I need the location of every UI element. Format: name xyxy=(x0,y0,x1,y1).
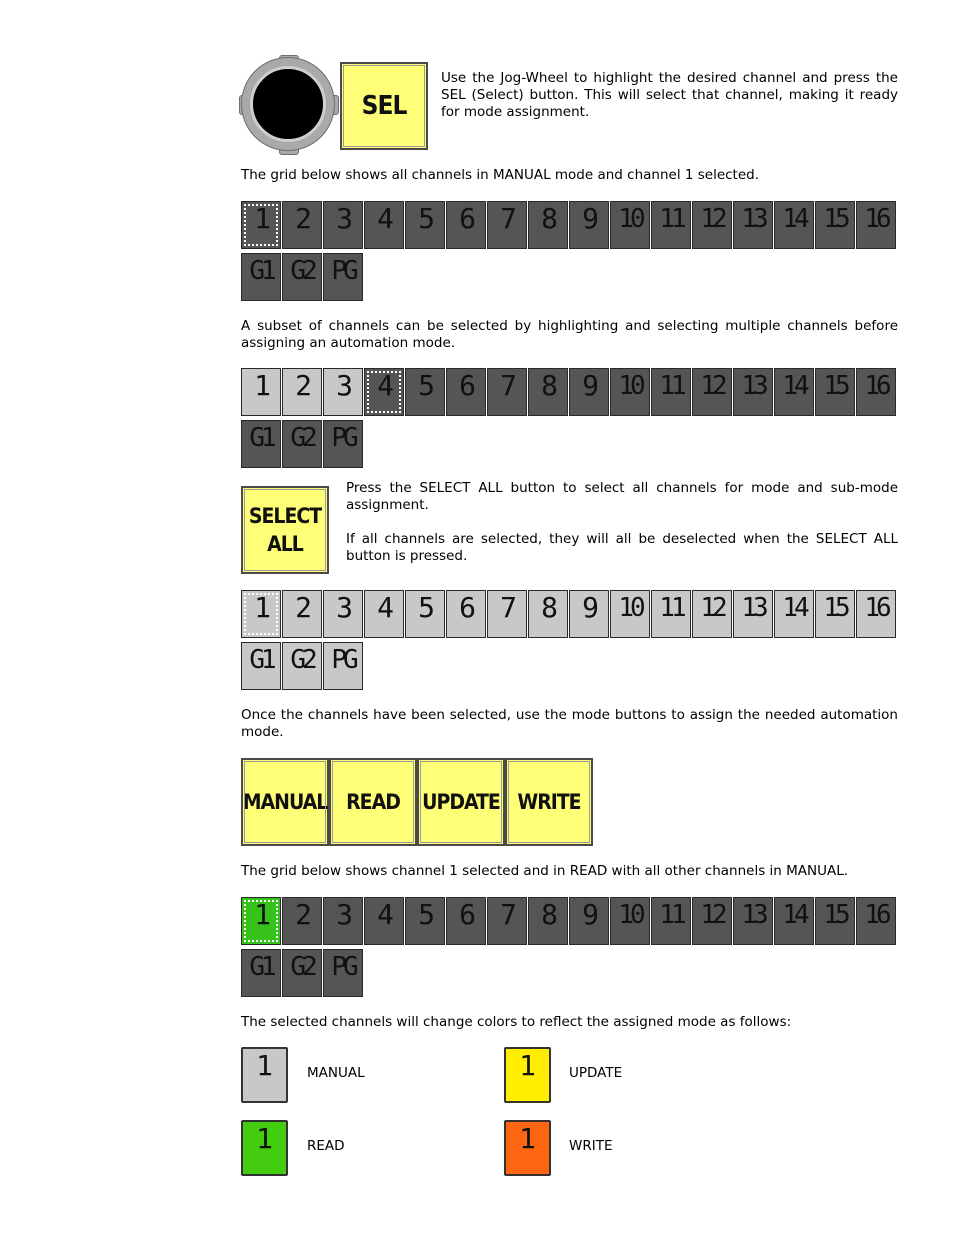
legend-tile-update-number: 1 xyxy=(519,1049,536,1082)
channel-cell-label-5: 5 xyxy=(418,591,432,624)
channel-cell-6[interactable] xyxy=(446,368,486,416)
channel-cell-7[interactable] xyxy=(487,201,527,249)
channel-cell-label-9: 9 xyxy=(582,202,596,235)
write-mode-button[interactable] xyxy=(505,758,593,846)
channel-cell-label-15: 15 xyxy=(823,593,847,623)
channel-cell-4[interactable] xyxy=(364,201,404,249)
channel-cell-9[interactable] xyxy=(569,368,609,416)
channel-cell-13[interactable] xyxy=(733,897,773,945)
legend-tile-update xyxy=(504,1047,551,1103)
channel-cell-8[interactable] xyxy=(528,368,568,416)
write-mode-label: WRITE xyxy=(517,790,581,814)
channel-cell-2[interactable] xyxy=(282,897,322,945)
channel-cell-label-16: 16 xyxy=(864,204,888,234)
channel-cell-1[interactable] xyxy=(241,897,281,945)
channel-cell-3[interactable] xyxy=(323,368,363,416)
legend-caption: The selected channels will change colors to reflect the assigned mode as follows: xyxy=(241,1014,792,1030)
channel-cell-label-16: 16 xyxy=(864,371,888,401)
update-mode-label: UPDATE xyxy=(422,790,500,814)
manual-mode-button[interactable] xyxy=(241,758,329,846)
channel-cell-label-3: 3 xyxy=(336,898,350,931)
channel-cell-label-7: 7 xyxy=(500,369,514,402)
channel-cell-3[interactable] xyxy=(323,201,363,249)
channel-cell-label-13: 13 xyxy=(741,371,765,401)
channel-cell-5[interactable] xyxy=(405,368,445,416)
legend-tile-manual-number: 1 xyxy=(256,1049,273,1082)
channel-cell-1[interactable] xyxy=(241,368,281,416)
channel-cell-6[interactable] xyxy=(446,201,486,249)
channel-cell-label-9: 9 xyxy=(582,369,596,402)
channel-cell-12[interactable] xyxy=(692,897,732,945)
channel-cell-label-12: 12 xyxy=(700,204,724,234)
channel-cell-7[interactable] xyxy=(487,368,527,416)
channel-cell-7[interactable] xyxy=(487,590,527,638)
sel-button-label: SEL xyxy=(361,91,407,121)
legend-tile-read-number: 1 xyxy=(256,1122,273,1155)
channel-cell-label-16: 16 xyxy=(864,900,888,930)
intro-text: Use the Jog-Wheel to highlight the desired channel and press the SEL (Select) button. This will select that channel, making it ready for mode assignment. xyxy=(441,70,898,120)
channel-cell-label-8: 8 xyxy=(541,202,555,235)
group-cell-g1[interactable] xyxy=(241,253,281,301)
channel-cell-5[interactable] xyxy=(405,897,445,945)
group-cell-label-pg: PG xyxy=(331,645,355,675)
channel-cell-label-5: 5 xyxy=(418,898,432,931)
channel-cell-label-16: 16 xyxy=(864,593,888,623)
group-cell-g2[interactable] xyxy=(282,420,322,468)
legend-label-update: UPDATE xyxy=(569,1065,623,1081)
channel-cell-label-11: 11 xyxy=(659,593,683,623)
channel-cell-label-8: 8 xyxy=(541,898,555,931)
channel-cell-4[interactable] xyxy=(364,368,404,416)
channel-cell-label-13: 13 xyxy=(741,593,765,623)
group-cell-label-g2: G2 xyxy=(290,423,314,453)
channel-cell-label-3: 3 xyxy=(336,202,350,235)
channel-cell-label-4: 4 xyxy=(377,202,391,235)
legend-label-manual: MANUAL xyxy=(307,1065,365,1081)
select-all-label-line2: ALL xyxy=(267,532,303,556)
channel-cell-label-2: 2 xyxy=(295,898,309,931)
channel-cell-10[interactable] xyxy=(610,368,650,416)
channel-cell-label-13: 13 xyxy=(741,900,765,930)
channel-cell-15[interactable] xyxy=(815,590,855,638)
channel-cell-label-11: 11 xyxy=(659,900,683,930)
channel-cell-label-3: 3 xyxy=(336,591,350,624)
read-mode-label: READ xyxy=(346,790,400,814)
channel-cell-label-2: 2 xyxy=(295,591,309,624)
group-cell-g1[interactable] xyxy=(241,420,281,468)
channel-cell-label-7: 7 xyxy=(500,898,514,931)
channel-cell-label-9: 9 xyxy=(582,591,596,624)
legend-label-write: WRITE xyxy=(569,1138,613,1154)
channel-cell-label-11: 11 xyxy=(659,204,683,234)
legend-tile-write-number: 1 xyxy=(519,1122,536,1155)
channel-cell-2[interactable] xyxy=(282,590,322,638)
channel-cell-label-12: 12 xyxy=(700,593,724,623)
channel-cell-label-14: 14 xyxy=(782,371,806,401)
group-cell-label-g2: G2 xyxy=(290,645,314,675)
channel-cell-5[interactable] xyxy=(405,201,445,249)
group-cell-g1[interactable] xyxy=(241,949,281,997)
channel-cell-label-2: 2 xyxy=(295,369,309,402)
channel-cell-8[interactable] xyxy=(528,897,568,945)
group-cell-g2[interactable] xyxy=(282,253,322,301)
channel-cell-3[interactable] xyxy=(323,897,363,945)
jog-wheel[interactable] xyxy=(241,57,335,151)
channel-cell-1[interactable] xyxy=(241,590,281,638)
channel-cell-15[interactable] xyxy=(815,897,855,945)
channel-cell-label-1: 1 xyxy=(254,202,268,235)
channel-cell-label-10: 10 xyxy=(618,204,642,234)
legend-tile-read xyxy=(241,1120,288,1176)
channel-cell-6[interactable] xyxy=(446,897,486,945)
channel-cell-12[interactable] xyxy=(692,201,732,249)
channel-cell-label-5: 5 xyxy=(418,369,432,402)
select-all-button[interactable] xyxy=(241,486,329,574)
group-cell-label-g1: G1 xyxy=(249,952,273,982)
channel-cell-label-13: 13 xyxy=(741,204,765,234)
channel-cell-label-5: 5 xyxy=(418,202,432,235)
channel-cell-16[interactable] xyxy=(856,897,896,945)
channel-cell-label-2: 2 xyxy=(295,202,309,235)
channel-cell-label-6: 6 xyxy=(459,898,473,931)
channel-cell-label-10: 10 xyxy=(618,371,642,401)
channel-cell-13[interactable] xyxy=(733,368,773,416)
channel-cell-label-14: 14 xyxy=(782,204,806,234)
grid4-caption: The grid below shows channel 1 selected and in READ with all other channels in MANUAL. xyxy=(241,863,849,879)
group-cell-label-pg: PG xyxy=(331,256,355,286)
channel-cell-11[interactable] xyxy=(651,590,691,638)
channel-cell-label-15: 15 xyxy=(823,900,847,930)
sel-button[interactable] xyxy=(340,62,428,150)
channel-cell-label-1: 1 xyxy=(254,898,268,931)
grid2-caption: A subset of channels can be selected by highlighting and selecting multiple channels before assigning an automation mode. xyxy=(241,318,898,351)
group-cell-pg[interactable] xyxy=(323,420,363,468)
group-cell-label-g2: G2 xyxy=(290,952,314,982)
legend-label-read: READ xyxy=(307,1138,345,1154)
channel-cell-15[interactable] xyxy=(815,201,855,249)
channel-cell-label-6: 6 xyxy=(459,591,473,624)
channel-cell-label-1: 1 xyxy=(254,591,268,624)
channel-cell-label-6: 6 xyxy=(459,202,473,235)
channel-cell-16[interactable] xyxy=(856,368,896,416)
channel-cell-11[interactable] xyxy=(651,368,691,416)
channel-cell-10[interactable] xyxy=(610,590,650,638)
channel-cell-6[interactable] xyxy=(446,590,486,638)
group-cell-label-g2: G2 xyxy=(290,256,314,286)
channel-cell-16[interactable] xyxy=(856,201,896,249)
group-cell-pg[interactable] xyxy=(323,253,363,301)
group-cell-g2[interactable] xyxy=(282,949,322,997)
channel-cell-15[interactable] xyxy=(815,368,855,416)
legend-tile-manual xyxy=(241,1047,288,1103)
channel-cell-7[interactable] xyxy=(487,897,527,945)
read-mode-button[interactable] xyxy=(329,758,417,846)
group-cell-label-g1: G1 xyxy=(249,423,273,453)
channel-cell-12[interactable] xyxy=(692,590,732,638)
channel-cell-label-15: 15 xyxy=(823,371,847,401)
channel-cell-10[interactable] xyxy=(610,897,650,945)
select-all-label-line1: SELECT xyxy=(248,504,322,528)
legend-tile-write xyxy=(504,1120,551,1176)
channel-cell-5[interactable] xyxy=(405,590,445,638)
channel-cell-label-12: 12 xyxy=(700,900,724,930)
channel-cell-8[interactable] xyxy=(528,590,568,638)
channel-cell-label-12: 12 xyxy=(700,371,724,401)
select-all-text1: Press the SELECT ALL button to select all channels for mode and sub-mode assignment. xyxy=(346,480,898,513)
channel-cell-14[interactable] xyxy=(774,368,814,416)
mode-caption: Once the channels have been selected, use the mode buttons to assign the needed automation mode. xyxy=(241,707,898,740)
channel-cell-label-6: 6 xyxy=(459,369,473,402)
channel-cell-label-7: 7 xyxy=(500,591,514,624)
jog-wheel-knob xyxy=(250,66,326,142)
channel-cell-4[interactable] xyxy=(364,897,404,945)
manual-mode-label: MANUAL xyxy=(242,790,328,814)
channel-cell-13[interactable] xyxy=(733,590,773,638)
channel-cell-label-8: 8 xyxy=(541,591,555,624)
channel-cell-label-9: 9 xyxy=(582,898,596,931)
channel-cell-14[interactable] xyxy=(774,201,814,249)
channel-cell-1[interactable] xyxy=(241,201,281,249)
channel-cell-label-10: 10 xyxy=(618,900,642,930)
channel-cell-label-4: 4 xyxy=(377,591,391,624)
group-cell-g2[interactable] xyxy=(282,642,322,690)
channel-cell-4[interactable] xyxy=(364,590,404,638)
grid1-caption: The grid below shows all channels in MANUAL mode and channel 1 selected. xyxy=(241,167,760,183)
select-all-text2: If all channels are selected, they will all be deselected when the SELECT ALL button is pressed. xyxy=(346,531,898,564)
channel-cell-11[interactable] xyxy=(651,897,691,945)
channel-cell-14[interactable] xyxy=(774,897,814,945)
channel-cell-label-8: 8 xyxy=(541,369,555,402)
channel-cell-label-4: 4 xyxy=(377,369,391,402)
channel-cell-label-3: 3 xyxy=(336,369,350,402)
channel-cell-16[interactable] xyxy=(856,590,896,638)
channel-cell-14[interactable] xyxy=(774,590,814,638)
channel-cell-label-4: 4 xyxy=(377,898,391,931)
channel-cell-3[interactable] xyxy=(323,590,363,638)
channel-cell-9[interactable] xyxy=(569,201,609,249)
group-cell-label-g1: G1 xyxy=(249,256,273,286)
group-cell-pg[interactable] xyxy=(323,949,363,997)
channel-cell-label-11: 11 xyxy=(659,371,683,401)
channel-cell-13[interactable] xyxy=(733,201,773,249)
channel-cell-label-14: 14 xyxy=(782,900,806,930)
channel-cell-11[interactable] xyxy=(651,201,691,249)
group-cell-label-pg: PG xyxy=(331,952,355,982)
channel-cell-label-7: 7 xyxy=(500,202,514,235)
group-cell-label-pg: PG xyxy=(331,423,355,453)
group-cell-g1[interactable] xyxy=(241,642,281,690)
group-cell-pg[interactable] xyxy=(323,642,363,690)
channel-cell-8[interactable] xyxy=(528,201,568,249)
channel-cell-label-10: 10 xyxy=(618,593,642,623)
channel-cell-2[interactable] xyxy=(282,201,322,249)
channel-cell-10[interactable] xyxy=(610,201,650,249)
channel-cell-label-15: 15 xyxy=(823,204,847,234)
channel-cell-label-14: 14 xyxy=(782,593,806,623)
channel-cell-label-1: 1 xyxy=(254,369,268,402)
group-cell-label-g1: G1 xyxy=(249,645,273,675)
channel-cell-9[interactable] xyxy=(569,590,609,638)
channel-cell-2[interactable] xyxy=(282,368,322,416)
channel-cell-9[interactable] xyxy=(569,897,609,945)
channel-cell-12[interactable] xyxy=(692,368,732,416)
update-mode-button[interactable] xyxy=(417,758,505,846)
